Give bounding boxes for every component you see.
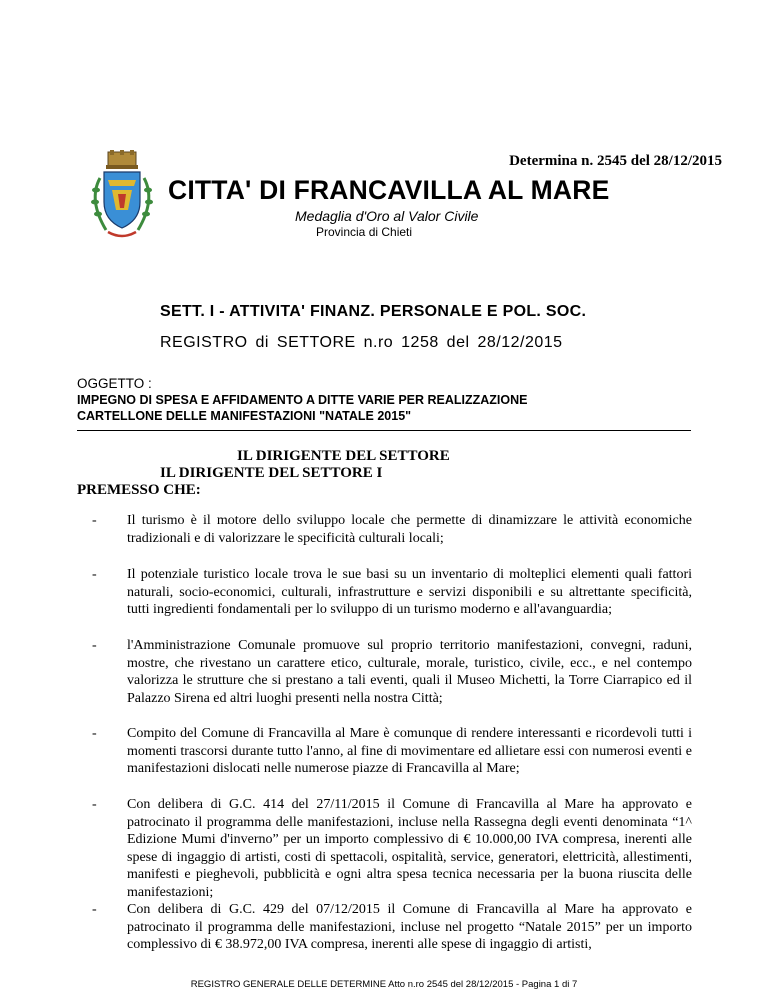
settore-heading: SETT. I - ATTIVITA' FINANZ. PERSONALE E POL. SOC. <box>160 303 587 320</box>
premesso-heading: PREMESSO CHE: <box>77 482 201 498</box>
list-item-text: l'Amministrazione Comunale promuove sul proprio territorio manifestazioni, convegni, raduni, mostre, che rivestano un carattere etico, culturale, morale, turistico, civile, ecc., e nel contempo valorizza le strutture che si prestano a tali eventi, quali il Museo Michetti, la Torre Ciarrapico ed il Palazzo Sirena ed altri luoghi presenti nella nostra Città; <box>127 638 692 706</box>
list-bullet: - <box>92 567 97 582</box>
list-item <box>77 725 692 778</box>
list-item <box>77 512 692 547</box>
registro-line: REGISTRO di SETTORE n.ro 1258 del 28/12/2015 <box>160 334 563 351</box>
medal-subtitle: Medaglia d'Oro al Valor Civile <box>295 208 479 224</box>
list-item-text: Compito del Comune di Francavilla al Mare è comunque di rendere interessanti e ricordevoli tutti i momenti trascorsi durante tutto l'anno, al fine di movimentare ed allietare essi con numerosi eventi e manifestazioni dislocati nelle numerose piazze di Francavilla al Mare; <box>127 726 692 776</box>
list-item <box>77 637 692 707</box>
list-item-text: Il potenziale turistico locale trova le sue basi su un inventario di molteplici elementi quali fattori naturali, socio-economici, culturali, infrastrutture e servizi disponibili e su altrettante specificità, tutti ingredienti fondamentali per lo sviluppo di un turismo moderno e all'avanguardia; <box>127 567 692 617</box>
list-item <box>77 901 692 954</box>
list-bullet: - <box>92 726 97 741</box>
province-label: Provincia di Chieti <box>316 225 413 239</box>
dirigente-heading: IL DIRIGENTE DEL SETTORE <box>237 448 450 464</box>
list-bullet: - <box>92 902 97 917</box>
oggetto-line-2: CARTELLONE DELLE MANIFESTAZIONI "NATALE 2015" <box>77 409 412 423</box>
list-item-text: Con delibera di G.C. 414 del 27/11/2015 il Comune di Francavilla al Mare ha approvato e patrocinato il programma delle manifestazioni, incluse nella Rassegna degli eventi denominata “1^ Edizione Mumi d'inverno” per un importo complessivo di € 10.000,00 IVA compresa, inerenti alle spese di ingaggio di artisti, costi di spettacoli, ospitalità, service, generatori, elettricità, allestimenti, manifesti e pieghevoli, pubblicità e ogni altra spesa tecnica necessaria per la buona riuscita delle manifestazioni; <box>127 797 692 900</box>
list-bullet: - <box>92 797 97 812</box>
list-item-text: Il turismo è il motore dello sviluppo locale che permette di dinamizzare le attività economiche tradizionali e di valorizzare le specificità culturali locali; <box>127 513 692 546</box>
determina-number: Determina n. 2545 del 28/12/2015 <box>509 153 722 169</box>
oggetto-text <box>77 392 697 424</box>
coat-of-arms-icon <box>82 150 162 242</box>
list-bullet: - <box>92 513 97 528</box>
list-bullet: - <box>92 638 97 653</box>
list-item <box>77 796 692 901</box>
list-item-text: Con delibera di G.C. 429 del 07/12/2015 il Comune di Francavilla al Mare ha approvato e patrocinato il programma delle manifestazioni, incluse nel progetto “Natale 2015” per un importo complessivo di € 38.972,00 IVA compresa, inerenti alle spese di ingaggio di artisti, <box>127 902 692 952</box>
dirigente-heading-settore-i: IL DIRIGENTE DEL SETTORE I <box>160 465 383 481</box>
divider <box>77 430 691 431</box>
oggetto-line-1: IMPEGNO DI SPESA E AFFIDAMENTO A DITTE VARIE PER REALIZZAZIONE <box>77 393 528 407</box>
page-footer: REGISTRO GENERALE DELLE DETERMINE Atto n.ro 2545 del 28/12/2015 - Pagina 1 di 7 <box>190 979 578 990</box>
city-title: CITTA' DI FRANCAVILLA AL MARE <box>168 175 610 205</box>
list-item <box>77 566 692 619</box>
oggetto-label: OGGETTO : <box>77 376 152 391</box>
